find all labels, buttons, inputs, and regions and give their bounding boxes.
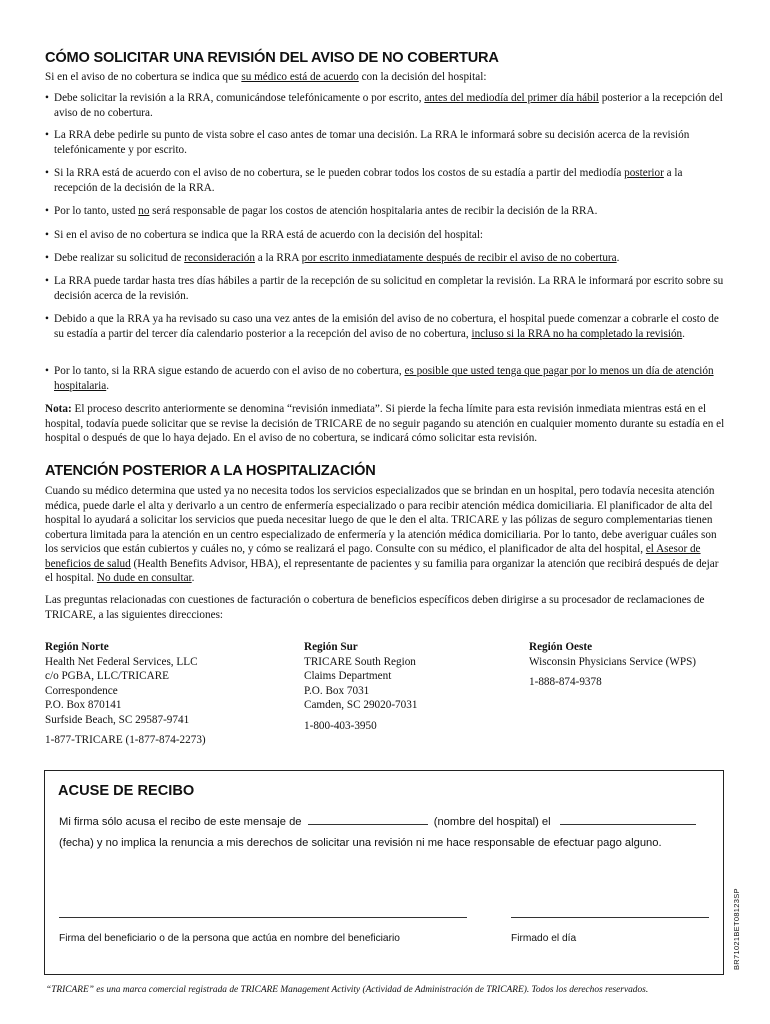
- address-line: Camden, SC 29020-7031: [304, 699, 418, 711]
- address-line: Surfside Beach, SC 29587-9741: [45, 713, 190, 726]
- region-west: [529, 640, 696, 690]
- post-hospital-paragraph: Cuando su médico determina que usted ya no necesita todos los servicios especializados que se brindan en un hospital, pero todavía necesita atención médica, puede darle el alta y derivarlo a un centro de enfermería especializado o para recibir atención médica domiciliaria. El planificador de alta del hospital lo ayudará a solicitar los servicios que pueda necesitar luego de que le den el alta. TRICARE y las pólizas de seguro complementarias tienen cobertura limitada para la atención en un centro especializado de enfermería y la atención médica domiciliaria. Por lo tanto, debe averiguar cuáles son los servicios que están cubiertos y cuáles no, y cómo se realizará el pago. Consulte con su médico, el planificador de alta del hospital, el Asesor de beneficios de salud (Health Benefits Advisor, HBA), el representante de pacientes y su familia para organizar la atención que recibirá después de dejar el hospital. No dude en consultar.: [45, 485, 719, 584]
- review-intro: Si en el aviso de no cobertura se indica que su médico está de acuerdo con la decisión del hospital:: [45, 71, 487, 83]
- review-bullet-7: • La RRA puede tardar hasta tres días hábiles a partir de la recepción de su solicitud en completar la revisión. La RRA le informará por escrito sobre su decisión acerca de la revisión.: [45, 274, 725, 303]
- review-bullet-1: • Debe solicitar la revisión a la RRA, comunicándose telefónicamente o por escrito, antes del mediodía del primer día hábil posterior a la recepción del aviso de no cobertura.: [45, 91, 725, 120]
- review-note: Nota: El proceso descrito anteriormente se denomina “revisión inmediata”. Si pierde la fecha límite para esta revisión inmediata mientras está en el hospital, todavía puede solicitar que se revise la decisión de TRICARE de no seguir pagando su atención en cualquier momento durante su estadía en el hospital o después de que lo haya dejado. En el aviso de no cobertura, se indicará cómo solicitar esta revisión.: [45, 403, 725, 444]
- review-bullet-5: • Si en el aviso de no cobertura se indica que la RRA está de acuerdo con la decisión del hospital:: [45, 228, 725, 243]
- receipt-line-1: Mi firma sólo acusa el recibo de este mensaje de (nombre del hospital) el: [59, 815, 696, 828]
- region-north: [45, 640, 206, 748]
- region-south-phone: 1-800-403-3950: [304, 719, 377, 732]
- signature-line[interactable]: [59, 917, 467, 918]
- review-bullet-8: • Debido a que la RRA ya ha revisado su caso una vez antes de la emisión del aviso de no cobertura, el hospital puede comenzar a cobrarle el costo de su estadía a partir del tercer día calendario posterior a la recepción del aviso de no cobertura, incluso si la RRA no ha completado la revisión.: [45, 312, 725, 341]
- review-bullet-2: • La RRA debe pedirle su punto de vista sobre el caso antes de tomar una decisión. La RRA le informará sobre su decisión acerca de la revisión telefónicamente y por escrito.: [45, 128, 725, 157]
- address-line: c/o PGBA, LLC/TRICARE: [45, 670, 169, 682]
- address-line: P.O. Box 7031: [304, 684, 370, 697]
- region-north-title: Región Norte: [45, 641, 109, 653]
- region-west-title: Región Oeste: [529, 641, 593, 653]
- region-west-phone: 1-888-874-9378: [529, 676, 602, 688]
- claims-paragraph: Las preguntas relacionadas con cuestiones de facturación o cobertura de beneficios específicos deben dirigirse a su procesador de reclamaciones de TRICARE, a las siguientes direcciones:: [45, 594, 705, 621]
- signature-label: Firma del beneficiario o de la persona que actúa en nombre del beneficiario: [59, 933, 400, 944]
- review-bullet-6: • Debe realizar su solicitud de reconsideración a la RRA por escrito inmediatamente después de recibir el aviso de no cobertura.: [45, 251, 725, 266]
- receipt-title: ACUSE DE RECIBO: [58, 783, 195, 799]
- region-south-title: Región Sur: [304, 641, 358, 653]
- review-bullet-4: • Por lo tanto, usted no será responsable de pagar los costos de atención hospitalaria antes de recibir la decisión de la RRA.: [45, 204, 725, 219]
- section-title-post-hospital: ATENCIÓN POSTERIOR A LA HOSPITALIZACIÓN: [45, 463, 376, 479]
- date-field[interactable]: [560, 815, 696, 825]
- form-code: BR71021BET08123SP: [732, 888, 741, 970]
- section-title-review: CÓMO SOLICITAR UNA REVISIÓN DEL AVISO DE NO COBERTURA: [45, 50, 499, 66]
- signed-date-label: Firmado el día: [511, 933, 577, 944]
- footer-trademark: “TRICARE” es una marca comercial registrada de TRICARE Management Activity (Actividad de Administración de TRICARE). Todos los derechos reservados.: [46, 985, 649, 995]
- region-north-phone: 1-877-TRICARE (1-877-874-2273): [45, 734, 206, 746]
- region-south: [304, 640, 417, 733]
- receipt-line-2: (fecha) y no implica la renuncia a mis derechos de solicitar una revisión ni me hace responsable de efectuar pago alguno.: [59, 837, 662, 849]
- address-line: TRICARE South Region: [304, 655, 416, 668]
- address-line: Claims Department: [304, 670, 392, 682]
- address-line: Health Net Federal Services, LLC: [45, 655, 198, 668]
- signed-date-line[interactable]: [511, 917, 709, 918]
- address-line: P.O. Box 870141: [45, 699, 122, 711]
- review-bullet-9: • Por lo tanto, si la RRA sigue estando de acuerdo con el aviso de no cobertura, es posible que usted tenga que pagar por lo menos un día de atención hospitalaria.: [45, 364, 725, 393]
- review-bullet-3: • Si la RRA está de acuerdo con el aviso de no cobertura, se le pueden cobrar todos los costos de su estadía a partir del mediodía posterior a la recepción de la decisión de la RRA.: [45, 166, 725, 195]
- address-line: Wisconsin Physicians Service (WPS): [529, 655, 697, 668]
- address-line: Correspondence: [45, 684, 118, 697]
- hospital-name-field[interactable]: [308, 815, 428, 825]
- receipt-box: [44, 770, 724, 975]
